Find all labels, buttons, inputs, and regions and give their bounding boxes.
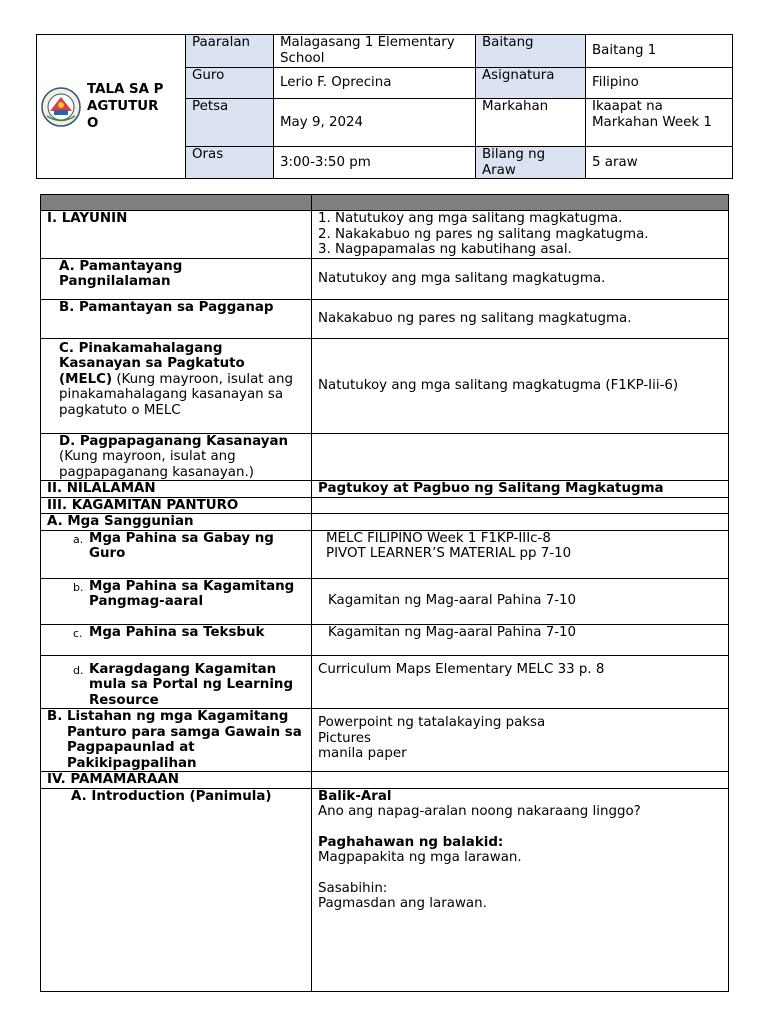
layunin-item: 2. Nakakabuo ng pares ng salitang magkatugma. bbox=[318, 226, 649, 242]
school-title: TALA SA PAGTUTURO bbox=[87, 82, 164, 131]
balik-aral-heading: Balik-Aral bbox=[318, 788, 392, 804]
pamantayang-pangnilalaman-value: Natutukoy ang mga salitang magkatugma. bbox=[312, 258, 729, 299]
label-oras: Oras bbox=[186, 147, 274, 179]
value-baitang: Baitang 1 bbox=[586, 35, 733, 68]
teksbuk-value: Kagamitan ng Mag-aaral Pahina 7-10 bbox=[312, 624, 729, 655]
item-marker: a. bbox=[73, 532, 84, 546]
label-asignatura: Asignatura bbox=[476, 68, 586, 99]
gabay-ng-guro-value: MELC FILIPINO Week 1 F1KP-IIIc-8 PIVOT LEARNER’S MATERIAL pp 7-10 bbox=[312, 530, 729, 578]
value-asignatura: Filipino bbox=[586, 68, 733, 99]
value-petsa: May 9, 2024 bbox=[274, 99, 476, 147]
item-marker: c. bbox=[73, 626, 83, 640]
school-logo-cell bbox=[37, 35, 186, 179]
listahan-label: B. Listahan ng mga Kagamitang Panturo para samga Gawain sa Pagpapaunlad at Pakikipagpalihan bbox=[41, 709, 312, 772]
layunin-item: 3. Nagpapamalas ng kabutihang asal. bbox=[318, 242, 572, 257]
kagamitan-panturo-label: III. KAGAMITAN PANTURO bbox=[41, 497, 312, 514]
item-marker: b. bbox=[73, 580, 84, 594]
value-guro: Lerio F. Oprecina bbox=[274, 68, 476, 99]
sasabihin-heading: Sasabihin: bbox=[318, 880, 388, 896]
label-bilang-ng-araw: Bilang ng Araw bbox=[476, 147, 586, 179]
gabay-ng-guro-label: Mga Pahina sa Gabay ng Guro bbox=[89, 530, 274, 561]
karagdagang-kagamitan-value: Curriculum Maps Elementary MELC 33 p. 8 bbox=[312, 655, 729, 709]
value-paaralan: Malagasang 1 Elementary School bbox=[274, 35, 476, 68]
label-petsa: Petsa bbox=[186, 99, 274, 147]
sasabihin-text: Pagmasdan ang larawan. bbox=[318, 896, 487, 911]
pagpapaganang-kasanayan-value bbox=[312, 433, 729, 481]
kagamitang-pangmag-aaral-row bbox=[41, 578, 312, 624]
deped-seal-icon bbox=[41, 87, 81, 127]
paghahawan-text: Magpapakita ng mga larawan. bbox=[318, 850, 522, 865]
nilalaman-label: II. NILALAMAN bbox=[41, 481, 312, 498]
gabay-ng-guro-row bbox=[41, 530, 312, 578]
pamamaraan-label: IV. PAMAMARAAN bbox=[41, 772, 312, 789]
label-markahan: Markahan bbox=[476, 99, 586, 147]
karagdagang-kagamitan-row bbox=[41, 655, 312, 709]
karagdagang-kagamitan-label: Karagdagang Kagamitan mula sa Portal ng Learning Resource bbox=[89, 661, 294, 708]
kagamitang-pangmag-aaral-label: Mga Pahina sa Kagamitang Pangmag-aaral bbox=[89, 578, 295, 609]
paghahawan-heading: Paghahawan ng balakid: bbox=[318, 834, 504, 850]
balik-aral-question: Ano ang napag-aralan noong nakaraang linggo? bbox=[318, 804, 641, 819]
layunin-item: 1. Natutukoy ang mga salitang magkatugma. bbox=[318, 211, 623, 226]
melc-label: C. Pinakamahalagang Kasanayan sa Pagkatuto (MELC) (Kung mayroon, isulat ang pinakamahalagang kasanayan sa pagkatuto o MELC bbox=[41, 338, 312, 433]
header-bar-right bbox=[312, 195, 729, 211]
pamantayang-pangnilalaman-label: A. Pamantayang Pangnilalaman bbox=[41, 258, 312, 299]
label-paaralan: Paaralan bbox=[186, 35, 274, 68]
item-marker: d. bbox=[73, 663, 84, 677]
listahan-values: Powerpoint ng tatalakaying paksa Pictures manila paper bbox=[312, 709, 729, 772]
layunin-label: I. LAYUNIN bbox=[41, 211, 312, 259]
value-oras: 3:00-3:50 pm bbox=[274, 147, 476, 179]
layunin-items bbox=[312, 211, 729, 259]
label-guro: Guro bbox=[186, 68, 274, 99]
header-bar-left bbox=[41, 195, 312, 211]
introduction-content bbox=[312, 788, 729, 991]
kagamitang-pangmag-aaral-value: Kagamitan ng Mag-aaral Pahina 7-10 bbox=[312, 578, 729, 624]
value-bilang-ng-araw: 5 araw bbox=[586, 147, 733, 179]
melc-value: Natutukoy ang mga salitang magkatugma (F1KP-Iii-6) bbox=[312, 338, 729, 433]
mga-sanggunian-label: A. Mga Sanggunian bbox=[41, 514, 312, 531]
pamantayan-sa-pagganap-label: B. Pamantayan sa Pagganap bbox=[41, 299, 312, 338]
teksbuk-label: Mga Pahina sa Teksbuk bbox=[89, 624, 265, 640]
introduction-label: A. Introduction (Panimula) bbox=[41, 788, 312, 991]
nilalaman-value: Pagtukoy at Pagbuo ng Salitang Magkatugma bbox=[312, 481, 729, 498]
pagpapaganang-kasanayan-label: D. Pagpapaganang Kasanayan (Kung mayroon, isulat ang pagpapaganang kasanayan.) bbox=[41, 433, 312, 481]
teksbuk-row bbox=[41, 624, 312, 655]
lesson-plan-table bbox=[40, 194, 729, 992]
label-baitang: Baitang bbox=[476, 35, 586, 68]
pamantayan-sa-pagganap-value: Nakakabuo ng pares ng salitang magkatugma. bbox=[312, 299, 729, 338]
header-table bbox=[36, 34, 733, 179]
value-markahan: Ikaapat na Markahan Week 1 bbox=[586, 99, 733, 147]
